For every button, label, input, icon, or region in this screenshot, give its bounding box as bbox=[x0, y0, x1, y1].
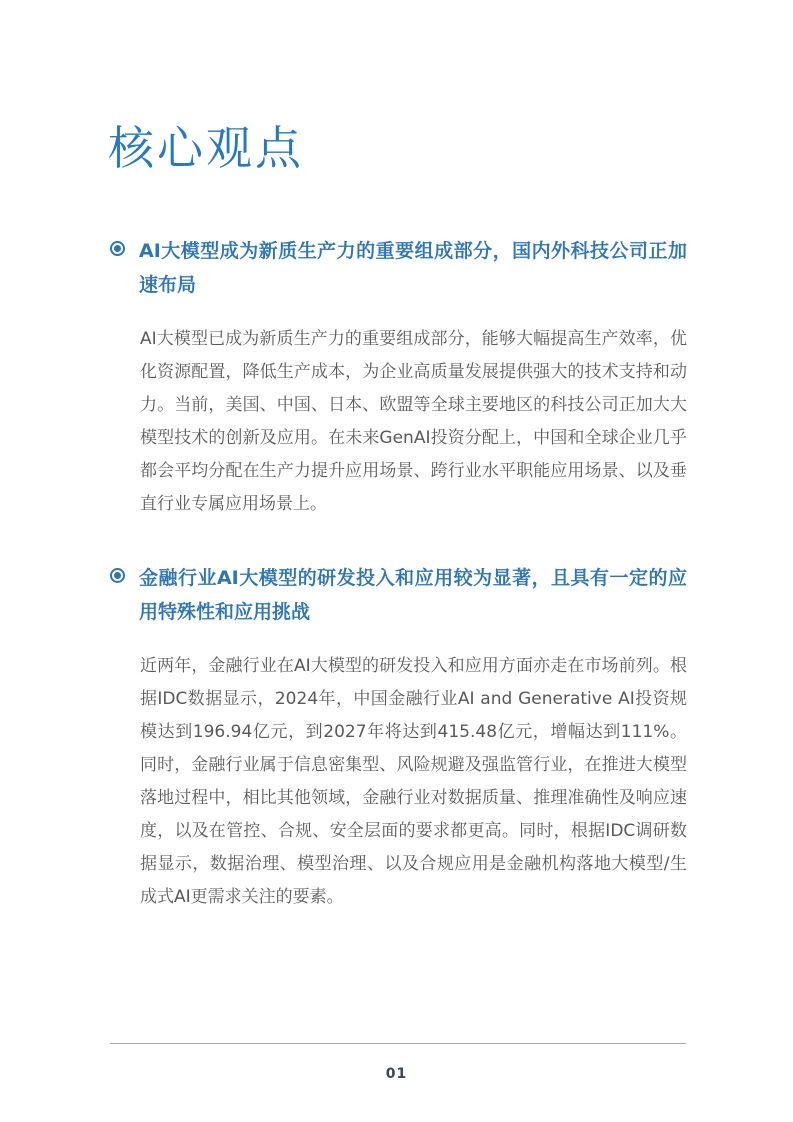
section-heading-row bbox=[110, 234, 687, 302]
target-dot-icon bbox=[110, 568, 125, 583]
bullet-inner-dot bbox=[114, 572, 121, 579]
section-heading: 金融行业AI大模型的研发投入和应用较为显著，且具有一定的应用特殊性和应用挑战 bbox=[139, 567, 687, 623]
section-heading: AI大模型成为新质生产力的重要组成部分，国内外科技公司正加速布局 bbox=[139, 240, 687, 296]
target-dot-icon bbox=[110, 241, 125, 256]
bullet-inner-dot bbox=[114, 245, 121, 252]
section-body: AI大模型已成为新质生产力的重要组成部分，能够大幅提高生产效率，优化资源配置，降低生产成本，为企业高质量发展提供强大的技术支持和动力。当前，美国、中国、日本、欧盟等全球主要地区的科技公司正加大大模型技术的创新及应用。在未来GenAI投资分配上，中国和全球企业几乎都会平均分配在生产力提升应用场景、跨行业水平职能应用场景、以及垂直行业专属应用场景上。 bbox=[140, 329, 687, 514]
footer-divider bbox=[110, 1043, 686, 1044]
section-heading-row bbox=[110, 561, 687, 629]
page-number: 01 bbox=[385, 1066, 408, 1082]
viewpoint-section-2 bbox=[110, 561, 687, 914]
section-body: 近两年，金融行业在AI大模型的研发投入和应用方面亦走在市场前列。根据IDC数据显示，2024年，中国金融行业AI and Generative AI投资规模达到196.94亿元，到2027年将达到415.48亿元，增幅达到111%。同时，金融行业属于信息密集型、风险规避及强监管行业，在推进大模型落地过程中，相比其他领域，金融行业对数据质量、推理准确性及响应速度，以及在管控、合规、安全层面的要求都更高。同时，根据IDC调研数据显示，数据治理、模型治理、以及合规应用是金融机构落地大模型/生成式AI更需求关注的要素。 bbox=[140, 656, 687, 907]
page-title: 核心观点 bbox=[108, 121, 304, 175]
viewpoint-section-1 bbox=[110, 234, 687, 521]
